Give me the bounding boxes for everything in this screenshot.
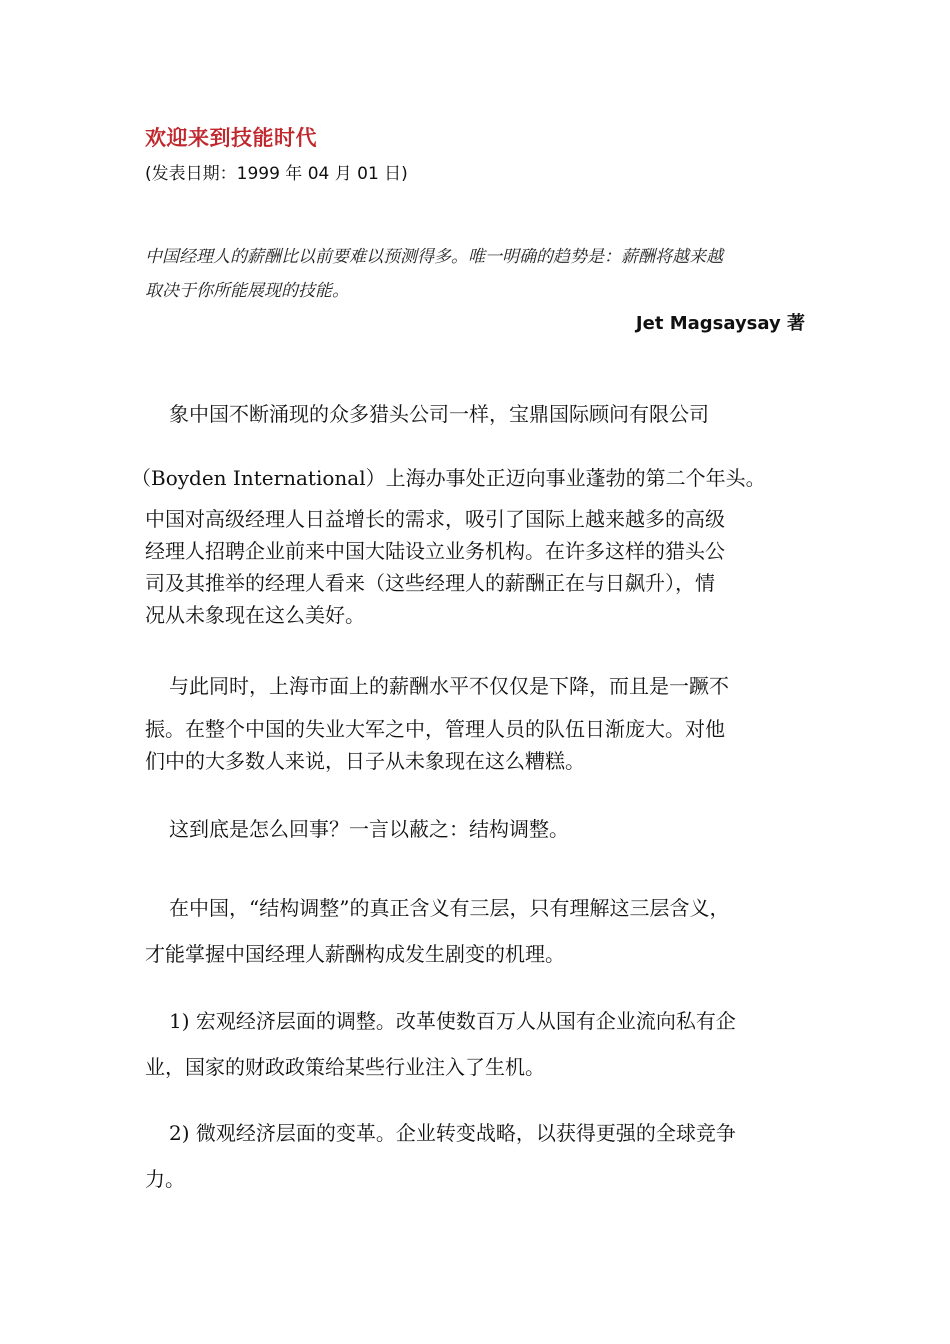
paragraph-line: 况从未象现在这么美好。 — [145, 603, 365, 627]
lead-line: 中国经理人的薪酬比以前要难以预测得多。唯一明确的趋势是：薪酬将越来越 — [145, 247, 723, 267]
body-paragraph — [145, 891, 810, 971]
paragraph-line: 力。 — [145, 1167, 185, 1191]
paragraph-line: 振。在整个中国的失业大军之中，管理人员的队伍日渐庞大。对他 — [145, 717, 725, 741]
paragraph-line: 2) 微观经济层面的变革。企业转变战略，以获得更强的全球竞争 — [169, 1121, 736, 1145]
paragraph-line: 1) 宏观经济层面的调整。改革使数百万人从国有企业流向私有企 — [169, 1009, 736, 1033]
body-paragraph — [145, 812, 810, 846]
body-paragraph — [145, 1004, 810, 1084]
paragraph-line: 中国对高级经理人日益增长的需求，吸引了国际上越来越多的高级 — [145, 507, 725, 531]
paragraph-line: 才能掌握中国经理人薪酬构成发生剧变的机理。 — [145, 942, 565, 966]
paragraph-line: 们中的大多数人来说，日子从未象现在这么糟糕。 — [145, 749, 585, 773]
paragraph-line: 司及其推举的经理人看来（这些经理人的薪酬正在与日飙升），情 — [145, 571, 715, 595]
lead-summary — [145, 240, 810, 308]
lead-line: 取决于你所能展现的技能。 — [145, 281, 349, 301]
paragraph-line: 象中国不断涌现的众多猎头公司一样，宝鼎国际顾问有限公司 — [169, 402, 709, 426]
body-paragraph — [131, 397, 810, 631]
paragraph-line: （Boyden International）上海办事处正迈向事业蓬勃的第二个年头。 — [131, 466, 766, 490]
paragraph-line: 经理人招聘企业前来中国大陆设立业务机构。在许多这样的猎头公 — [145, 539, 725, 563]
paragraph-line: 在中国，“结构调整”的真正含义有三层，只有理解这三层含义， — [169, 896, 730, 920]
paragraph-line: 与此同时，上海市面上的薪酬水平不仅仅是下降，而且是一蹶不 — [169, 674, 729, 698]
body-paragraph — [145, 1116, 810, 1196]
article-title: 欢迎来到技能时代 — [145, 126, 317, 150]
body-paragraph — [145, 669, 810, 777]
publish-date: (发表日期：1999 年 04 月 01 日) — [145, 164, 408, 184]
paragraph-line: 这到底是怎么回事？一言以蔽之：结构调整。 — [169, 817, 569, 841]
paragraph-line: 业，国家的财政政策给某些行业注入了生机。 — [145, 1055, 545, 1079]
author-byline: Jet Magsaysay 著 — [635, 313, 805, 334]
